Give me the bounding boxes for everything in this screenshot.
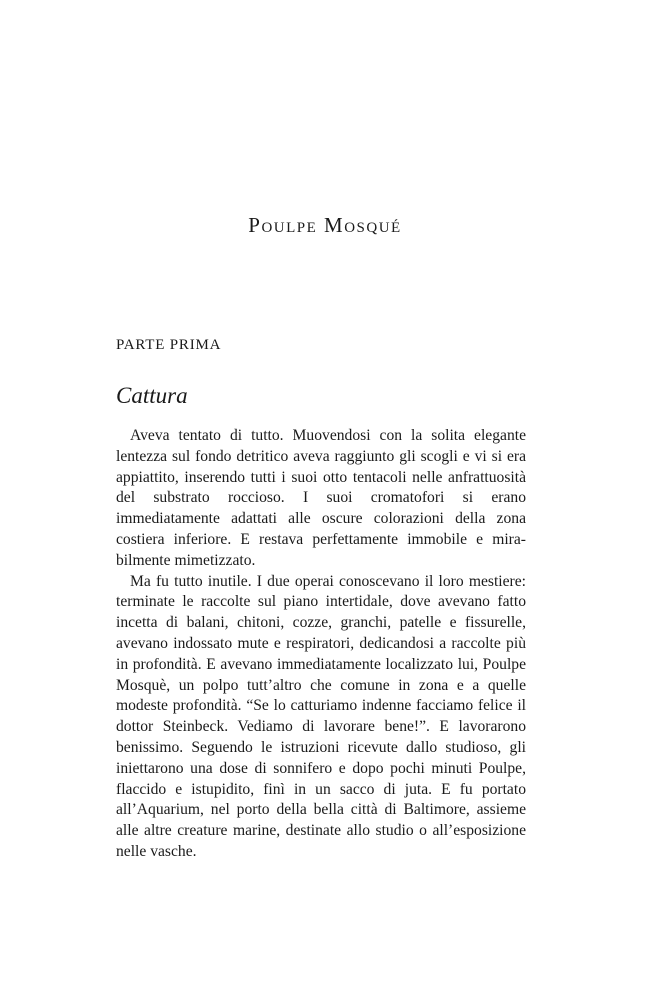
paragraph: Ma fu tutto inutile. I due operai conoscevano il loro mestiere: terminate le raccolte sul piano intertidale, dove avevano fatto incetta di balani, chitoni, cozze, granchi, patelle e fissurelle, avevano indossato mute e respiratori, dedicandosi a raccolte più in profondità. E avevano immediatamente localizzato lui, Poulpe Mosquè, un polpo tutt’altro che comune in zona e a quelle modeste profondità. “Se lo catturiamo indenne facciamo felice il dottor Steinbeck. Vediamo di lavorare bene!”. E lavorarono benissimo. Seguendo le istruzioni ricevute dallo studioso, gli iniettarono una dose di sonnifero e dopo pochi minuti Poulpe, flaccido e istupidito, finì in un sacco di juta. E fu portato all’Aquarium, nel porto della bella città di Baltimore, assieme alle altre creature marine, destinate allo studio o all’esposizione nelle vasche. [116, 572, 526, 860]
page-title: Poulpe Mosqué [248, 213, 402, 237]
part-heading: PARTE PRIMA [116, 337, 222, 353]
paragraph: Aveva tentato di tutto. Muovendosi con la solita elegante lentezza sul fondo detritico aveva raggiunto gli scogli e vi si era appiattito, inserendo tutti i suoi otto tentacoli nelle anfrattuosità del substrato roccioso. I suoi cromatofori si erano immediatamente adattati alle oscure colorazioni della zona costiera inferiore. E restava perfettamente immobile e mirabilmente mimetizzato. [116, 427, 526, 569]
chapter-title: Cattura [116, 383, 188, 408]
body-text [116, 426, 526, 863]
